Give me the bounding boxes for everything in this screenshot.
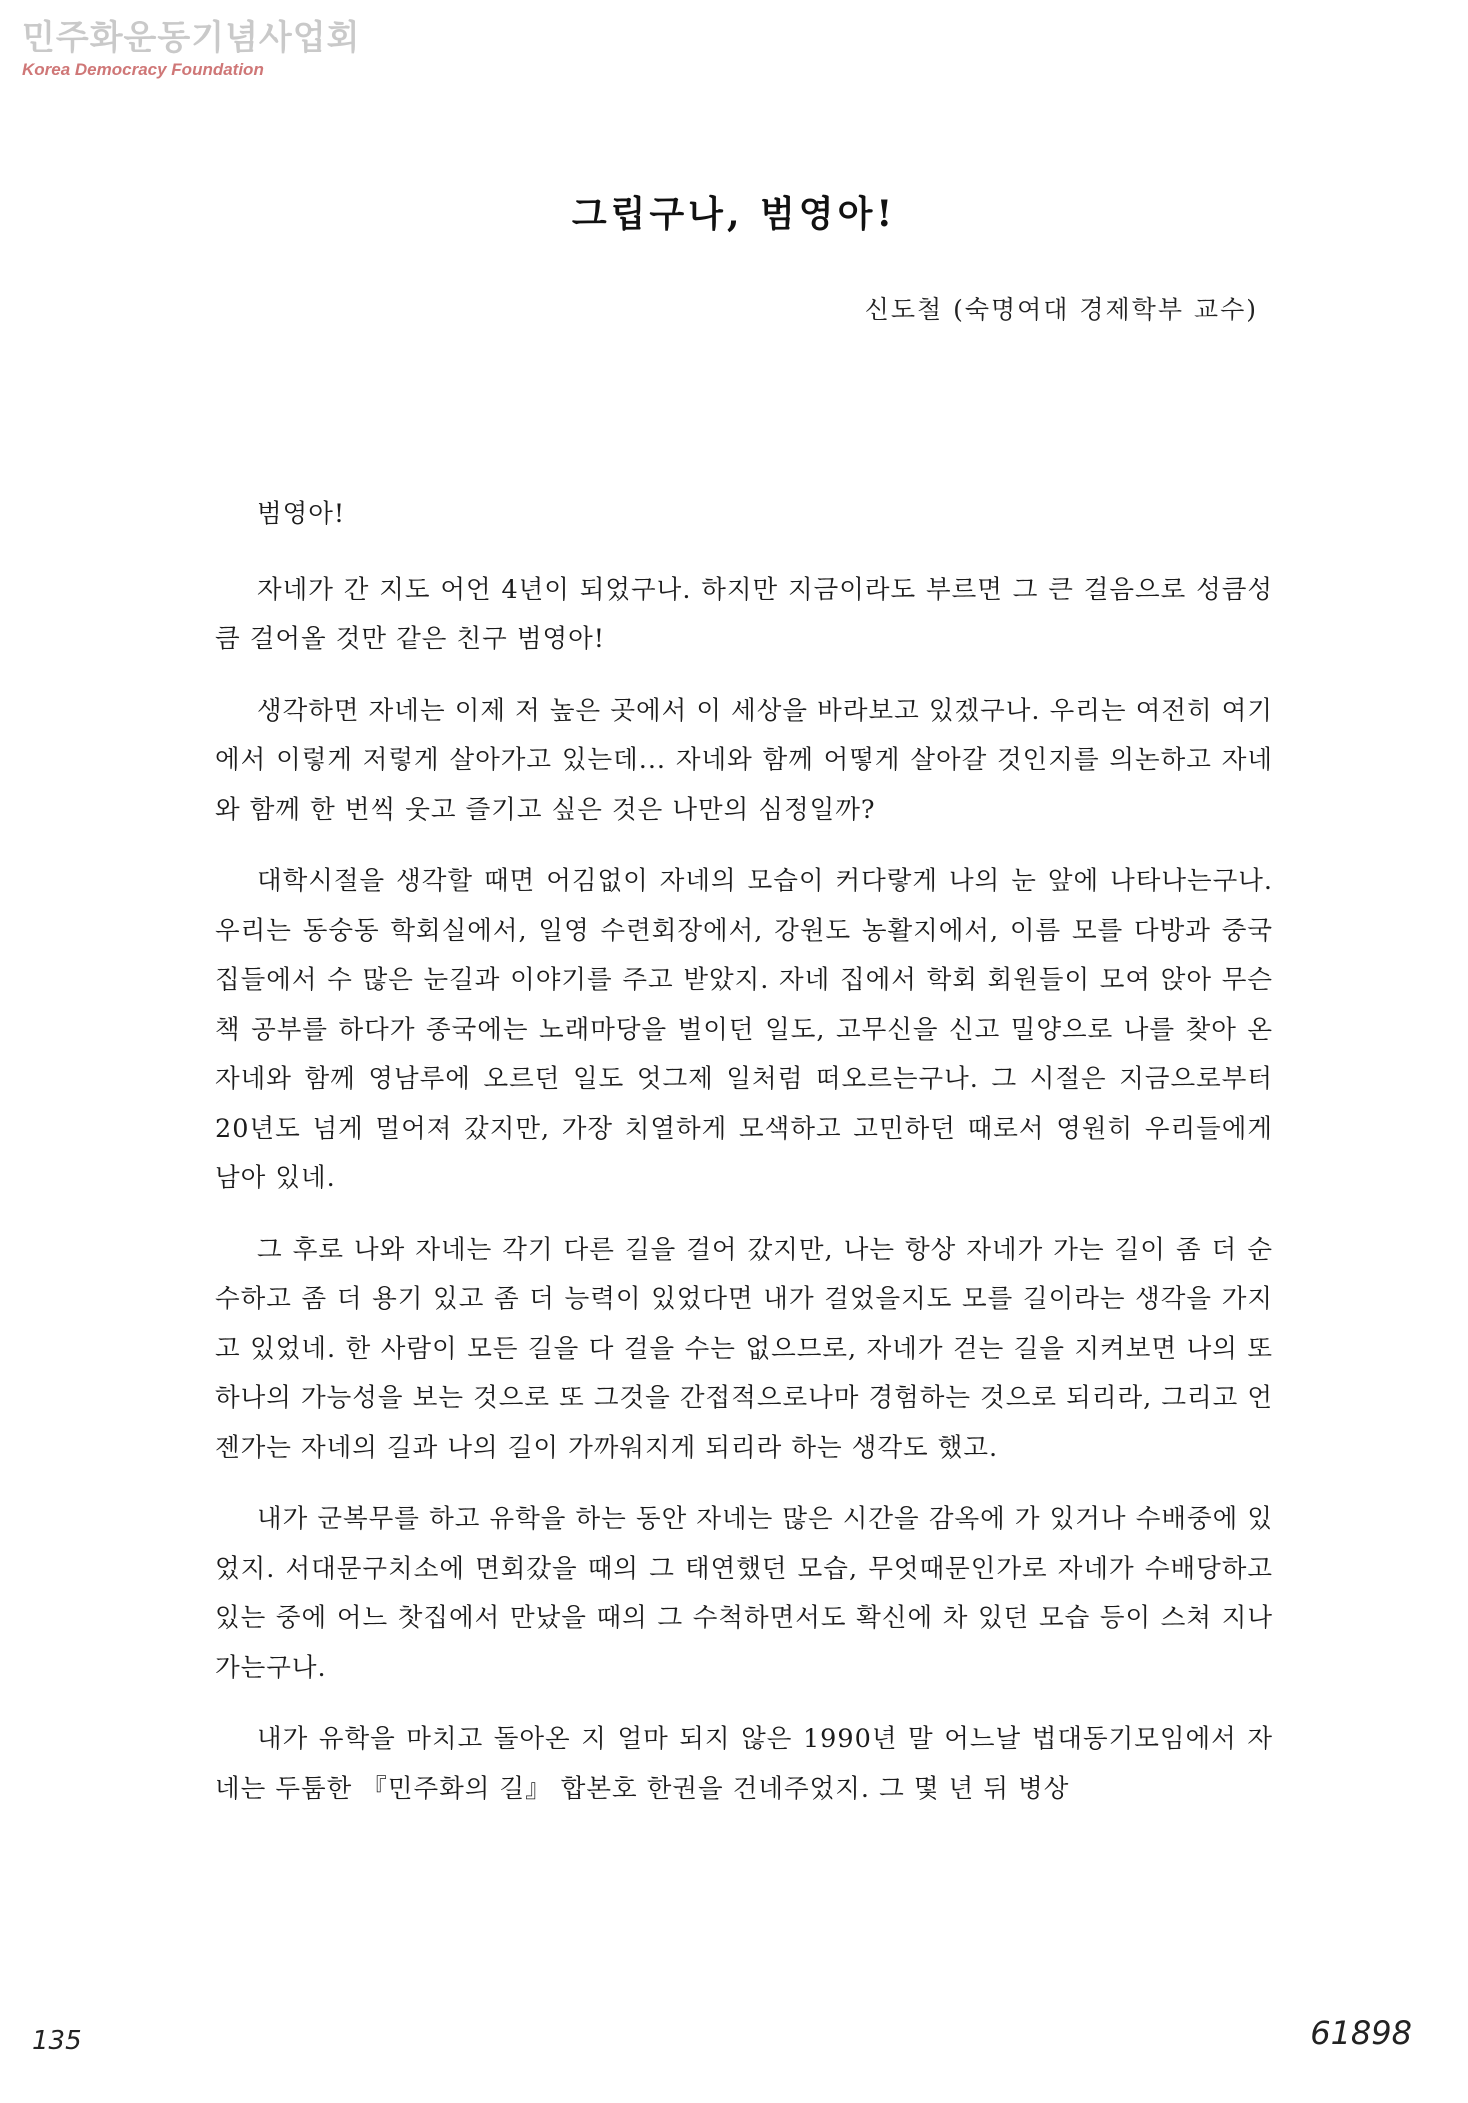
handwritten-page-mark: 135 <box>32 2026 82 2056</box>
paragraph-5: 내가 군복무를 하고 유학을 하는 동안 자네는 많은 시간을 감옥에 가 있거나 수배중에 있었지. 서대문구치소에 면회갔을 때의 그 태연했던 모습, 무엇때문인가로 자네가 수배당하고 있는 중에 어느 찻집에서 만났을 때의 그 수척하면서도 확신에 차 있던 모습 등이 스쳐 지나가는구나. <box>215 1504 1274 1683</box>
document-body <box>215 490 1273 1836</box>
paragraph-1: 자네가 간 지도 어언 4년이 되었구나. 하지만 지금이라도 부르면 그 큰 걸음으로 성큼성큼 걸어올 것만 같은 친구 범영아! <box>215 574 1273 654</box>
paragraph-2: 생각하면 자네는 이제 저 높은 곳에서 이 세상을 바라보고 있겠구나. 우리는 여전히 여기에서 이렇게 저렇게 살아가고 있는데... 자네와 함께 어떻게 살아갈 것인지를 의논하고 자네와 함께 한 번씩 웃고 즐기고 싶은 것은 나만의 심정일까? <box>215 695 1273 825</box>
logo-english: Korea Democracy Foundation <box>22 60 264 79</box>
salutation: 범영아! <box>257 499 346 529</box>
paragraph-6: 내가 유학을 마치고 돌아온 지 얼마 되지 않은 1990년 말 어느날 법대동기모임에서 자네는 두툼한 『민주화의 길』 합본호 한권을 건네주었지. 그 몇 년 뒤 병상 <box>215 1724 1273 1804</box>
foundation-logo <box>22 18 360 80</box>
paragraph-3: 대학시절을 생각할 때면 어김없이 자네의 모습이 커다랗게 나의 눈 앞에 나타나는구나. 우리는 동숭동 학회실에서, 일영 수련회장에서, 강원도 농활지에서, 이름 모를 다방과 중국집들에서 수 많은 눈길과 이야기를 주고 받았지. 자네 집에서 학회 회원들이 모여 앉아 무슨 책 공부를 하다가 종국에는 노래마당을 벌이던 일도, 고무신을 신고 밀양으로 나를 찾아 온 자네와 함께 영남루에 오르던 일도 엇그제 일처럼 떠오르는구나. 그 시절은 지금으로부터 20년도 넘게 멀어져 갔지만, 가장 치열하게 모색하고 고민하던 때로서 영원히 우리들에게 남아 있네. <box>215 866 1273 1193</box>
document-title: 그립구나, 범영아! <box>571 193 897 235</box>
handwritten-archive-number: 61898 <box>1310 2014 1412 2052</box>
logo-korean: 민주화운동기념사업회 <box>22 18 361 58</box>
author-line: 신도철 (숙명여대 경제학부 교수) <box>864 295 1258 324</box>
paragraph-4: 그 후로 나와 자네는 각기 다른 길을 걸어 갔지만, 나는 항상 자네가 가는 길이 좀 더 순수하고 좀 더 용기 있고 좀 더 능력이 있었다면 내가 걸었을지도 모를 길이라는 생각을 가지고 있었네. 한 사람이 모든 길을 다 걸을 수는 없으므로, 자네가 걷는 길을 지켜보면 나의 또 하나의 가능성을 보는 것으로 또 그것을 간접적으로나마 경험하는 것으로 되리라, 그리고 언젠가는 자네의 길과 나의 길이 가까워지게 되리라 하는 생각도 했고. <box>215 1234 1273 1463</box>
